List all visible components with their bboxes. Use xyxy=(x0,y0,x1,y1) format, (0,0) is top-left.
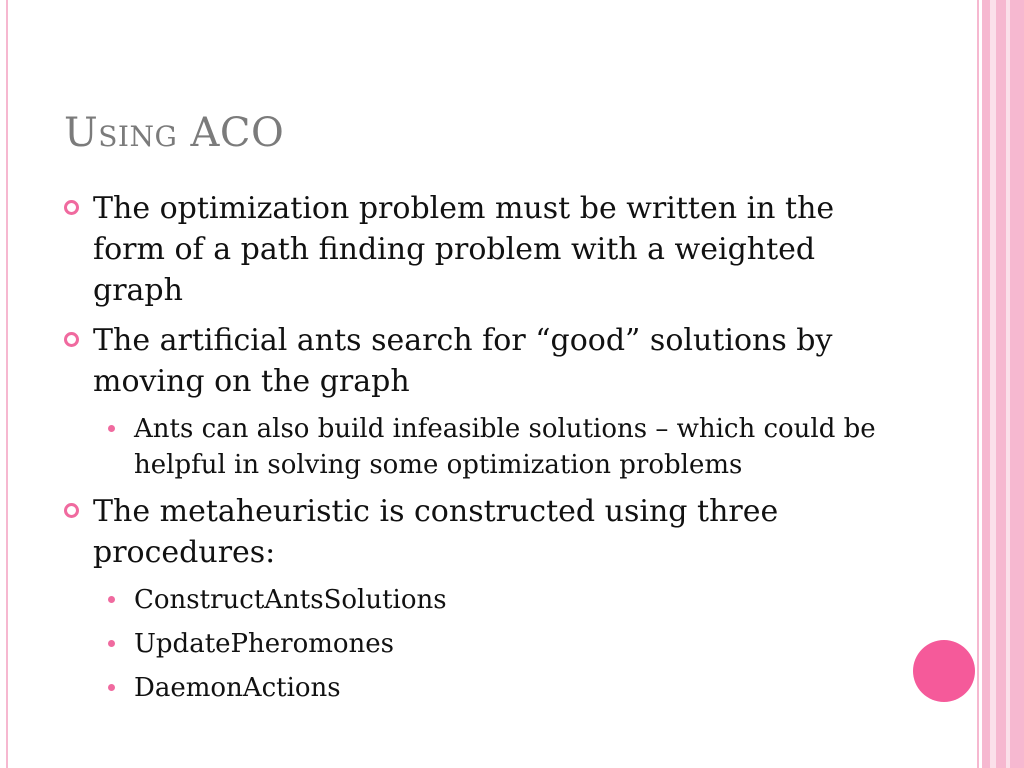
left-decorative-rule xyxy=(6,0,8,768)
sub-bullet-text: UpdatePheromones xyxy=(134,629,395,659)
sub-bullet-text: DaemonActions xyxy=(134,673,341,703)
right-decorative-band xyxy=(1010,0,1024,768)
sub-bullet-text: ConstructAntsSolutions xyxy=(134,585,447,615)
sub-bullet-item xyxy=(64,626,904,662)
sub-bullet-item xyxy=(64,670,904,706)
right-decorative-band xyxy=(982,0,990,768)
ring-bullet-icon xyxy=(64,503,79,518)
bullet-text: The metaheuristic is constructed using three procedures: xyxy=(93,494,779,570)
ring-bullet-icon xyxy=(64,200,79,215)
slide-title: Using ACO xyxy=(64,110,285,156)
ring-bullet-icon xyxy=(64,332,79,347)
dot-bullet-icon xyxy=(108,640,115,647)
bullet-item xyxy=(64,491,904,573)
dot-bullet-icon xyxy=(108,684,115,691)
bullet-item xyxy=(64,320,904,402)
sub-bullet-item xyxy=(64,411,904,483)
sub-bullet-item xyxy=(64,582,904,618)
right-decorative-band xyxy=(996,0,1006,768)
right-decorative-band xyxy=(977,0,979,768)
dot-bullet-icon xyxy=(108,596,115,603)
bullet-item xyxy=(64,188,904,311)
sub-bullet-text: Ants can also build infeasible solutions – which could be helpful in solving some optimization problems xyxy=(134,414,876,480)
decorative-circle xyxy=(913,640,975,702)
bullet-text: The optimization problem must be written in the form of a path finding problem with a weighted graph xyxy=(93,191,835,308)
bullet-list xyxy=(64,188,904,714)
bullet-text: The artificial ants search for “good” solutions by moving on the graph xyxy=(93,323,833,399)
dot-bullet-icon xyxy=(108,425,115,432)
